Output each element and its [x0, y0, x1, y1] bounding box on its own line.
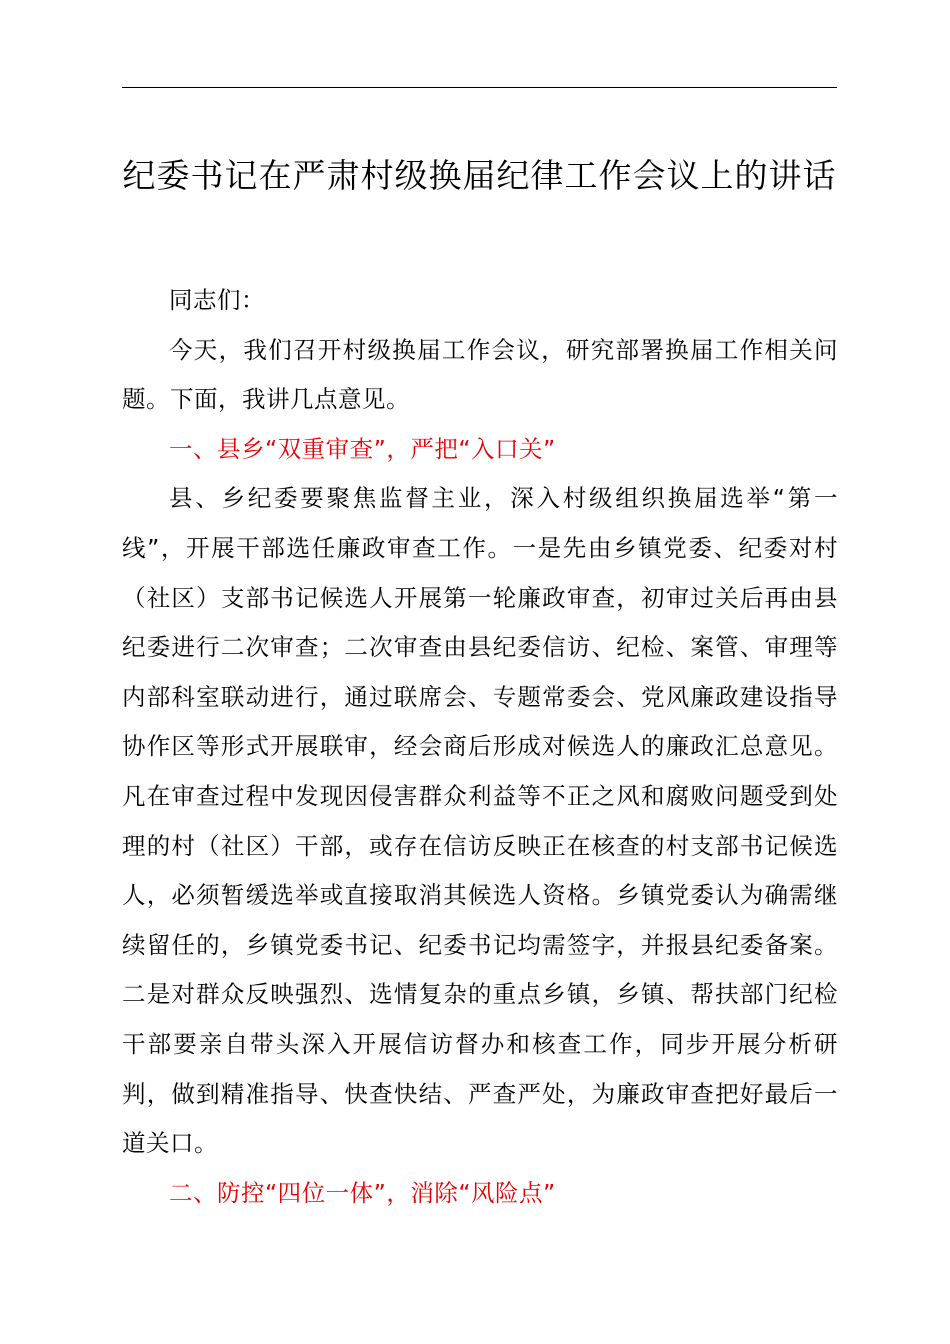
document-title: 纪委书记在严肃村级换届纪律工作会议上的讲话 — [122, 156, 837, 195]
salutation: 同志们： — [169, 286, 265, 314]
section-heading-2: 二、防控“四位一体”，消除“风险点” — [169, 1178, 556, 1207]
header-rule — [122, 87, 837, 88]
section-1-paragraph: 县、乡纪委要聚焦监督主业，深入村级组织换届选举“第一线”，开展干部选任廉政审查工作。一是先由乡镇党委、纪委对村（社区）支部书记候选人开展第一轮廉政审查，初审过关后再由县纪委进行二次审查；二次审查由县纪委信访、纪检、案管、审理等内部科室联动进行，通过联席会、专题常委会、党风廉政建设指导协作区等形式开展联审，经会商后形成对候选人的廉政汇总意见。凡在审查过程中发现因侵害群众利益等不正之风和腐败问题受到处理的村（社区）干部，或存在信访反映正在核查的村支部书记候选人，必须暂缓选举或直接取消其候选人资格。乡镇党委认为确需继续留任的，乡镇党委书记、纪委书记均需签字，并报县纪委备案。二是对群众反映强烈、选情复杂的重点乡镇，乡镇、帮扶部门纪检干部要亲自带头深入开展信访督办和核查工作，同步开展分析研判，做到精准指导、快查快结、严查严处，为廉政审查把好最后一道关口。 — [122, 484, 838, 1158]
document-body — [122, 276, 838, 1218]
section-heading-1: 一、县乡“双重审查”，严把“入口关” — [169, 434, 556, 463]
opening-paragraph: 今天，我们召开村级换届工作会议，研究部署换届工作相关问题。下面，我讲几点意见。 — [122, 335, 838, 414]
